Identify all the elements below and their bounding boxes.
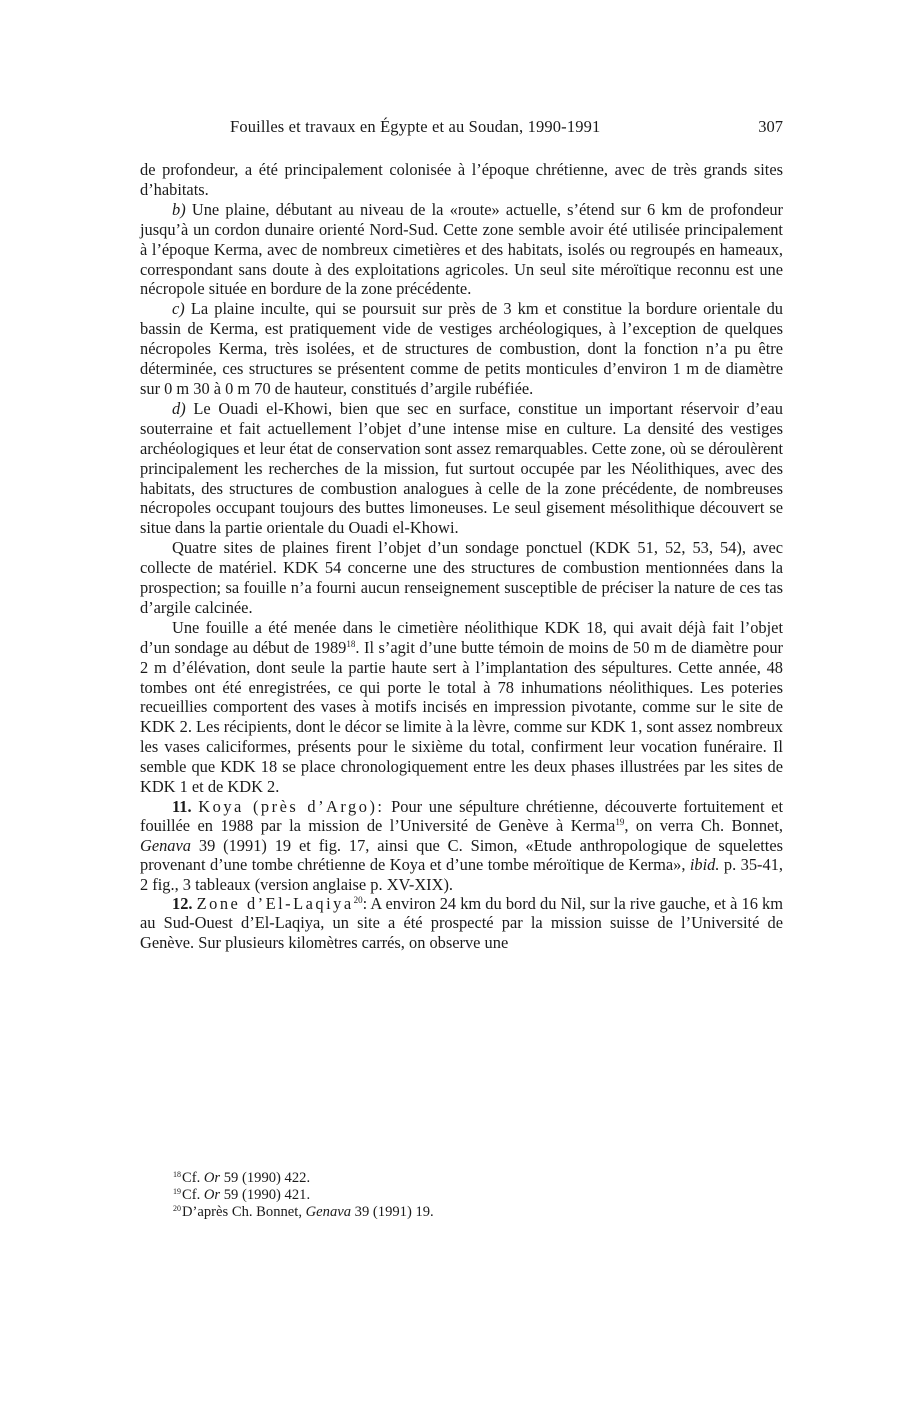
citation-ibid: ibid. [689, 855, 720, 875]
paragraph-b [140, 200, 783, 300]
section-11-koya [140, 797, 783, 894]
paragraph-text: . Il s’agit d’une butte témoin de moins de 50 m de diamètre pour 2 m d’élévation, dont seule la partie haute sert à l’implantation des sépultures. Cette année, 48 tombes ont été enregistrées, ce qui porte le total à 78 inhumations néolithiques. Les poteries recueillies comportent des vases à motifs incisés en impression pivotante, comme sur le site de KDK 2. Les récipients, dont le décor se limite à la lèvre, comme sur KDK 1, sont assez nombreux les vases caliciformes, présents pour le sixième du total, confirment leur vocation funéraire. Il semble que KDK 18 se place chronologiquement entre les deux phases illustrées par les sites de KDK 1 et de KDK 2. [140, 637, 783, 797]
item-label: d) [172, 398, 186, 418]
paragraph-text: Une plaine, débutant au niveau de la «route» actuelle, s’étend sur 6 km de profondeur jusqu’à un cordon dunaire orienté Nord-Sud. Cette zone semble avoir été utilisée principalement à l’époque Kerma, avec de nombreux cimetières et des habitats, isolés ou regroupés en hameaux, correspondant sans doute à des exploitations agricoles. Un seul site méroïtique reconnu est une nécropole située en bordure de la zone précédente. [140, 199, 783, 299]
journal-title: Genava [305, 1204, 352, 1220]
section-heading: Koya (près d’Argo): [198, 797, 385, 816]
page-number: 307 [758, 117, 783, 136]
footnote-text: D’après Ch. Bonnet, [182, 1204, 306, 1220]
paragraph-d [140, 399, 783, 538]
paragraph-kdk18 [140, 618, 783, 797]
journal-title: Genava [140, 835, 191, 855]
section-heading: Zone d’El-Laqiya [196, 894, 354, 914]
paragraph-text: Une fouille a été menée dans le cimetière néolithique KDK 18, qui avait déjà fait l’objet d’un sondage au début de 1989 [140, 617, 783, 657]
footnote-ref[interactable]: 19 [615, 817, 625, 828]
paragraph-text: Pour une sépulture chrétienne, découverte fortuitement et fouillée en 1988 par la mission de l’Université de Genève à Kerma [140, 797, 783, 836]
paragraph-text: , on verra Ch. Bonnet, [624, 816, 783, 836]
footnote-number: 18 [173, 1170, 181, 1179]
footnote-text: Cf. [182, 1187, 204, 1203]
paragraph-text: La plaine inculte, qui se poursuit sur près de 3 km et constitue la bordure orientale du bassin de Kerma, est pratiquement vide de vestiges archéologiques, à l’exception de quelques nécropoles Kerma, très isolées, et de structures de combustion, dont la fonction n’a pu être déterminée, ces structures se présentent comme de petits monticules d’environ 1 m de diamètre sur 0 m 30 à 0 m 70 de hauteur, constitués d’argile rubéfiée. [140, 299, 783, 398]
paragraph-text: 39 (1991) 19 et fig. 17, ainsi que C. Simon, «Etude anthropologique de squelettes provenant d’une tombe chrétienne de Koya et d’une tombe méroïtique de Kerma», [140, 835, 783, 875]
footnote-text: Cf. [182, 1170, 204, 1186]
running-title: Fouilles et travaux en Égypte et au Soudan, 1990-1991 [230, 117, 601, 136]
footnote-number: 19 [173, 1187, 181, 1196]
footnote-text: 59 (1990) 422. [220, 1170, 311, 1186]
footnote [173, 1204, 773, 1221]
footnotes [173, 1170, 773, 1221]
footnote-text: 59 (1990) 421. [220, 1187, 311, 1203]
section-number: 12. [172, 894, 193, 914]
item-label: c) [172, 299, 185, 319]
paragraph-continuation [140, 160, 783, 200]
paragraph-sondages [140, 538, 783, 618]
footnote-ref[interactable]: 20 [353, 895, 363, 906]
footnote [173, 1187, 773, 1204]
item-label: b) [172, 199, 186, 219]
paragraph-text: Quatre sites de plaines firent l’objet d’un sondage ponctuel (KDK 51, 52, 53, 54), avec collecte de matériel. KDK 54 concerne une des structures de combustion mentionnées dans la prospection; sa fouille n’a fourni aucun renseignement susceptible de préciser la nature de ces tas d’argile calcinée. [140, 538, 783, 617]
footnote-text: 39 (1991) 19. [351, 1204, 434, 1220]
footnote-number: 20 [173, 1204, 181, 1213]
paragraph-text: Le Ouadi el-Khowi, bien que sec en surface, constitue un important réservoir d’eau souterraine et fait actuellement l’objet d’une intense mise en culture. La densité des vestiges archéologiques et leur état de conservation sont assez remarquables. Cette zone, où se déroulèrent principalement les recherches de la mission, fut surtout occupée par les Néolithiques, avec des habitats, des structures de combustion analogues à celle de la zone précédente, de nombreuses nécropoles occupant toujours des buttes limoneuses. Le seul gisement mésolithique découvert se situe dans la partie orientale du Ouadi el-Khowi. [140, 398, 783, 538]
paragraph-text: p. 35-41, 2 fig., 3 tableaux (version anglaise p. XV-XIX). [140, 855, 784, 894]
footnote-ref[interactable]: 18 [346, 638, 356, 649]
paragraph-text: de profondeur, a été principalement colonisée à l’époque chrétienne, avec de très grands sites d’habitats. [140, 160, 783, 199]
section-12-el-laqiya [140, 894, 783, 952]
section-number: 11. [172, 797, 192, 816]
footnote [173, 1170, 773, 1187]
journal-title: Or [203, 1170, 221, 1186]
paragraph-c [140, 299, 783, 399]
journal-title: Or [203, 1187, 221, 1203]
body-text [140, 160, 783, 952]
paragraph-text: : A environ 24 km du bord du Nil, sur la rive gauche, et à 16 km au Sud-Ouest d’El-Laqiya, un site a été prospecté par la mission suisse de l’Université de Genève. Sur plusieurs kilomètres carrés, on observe une [140, 894, 783, 952]
running-header [140, 117, 783, 141]
